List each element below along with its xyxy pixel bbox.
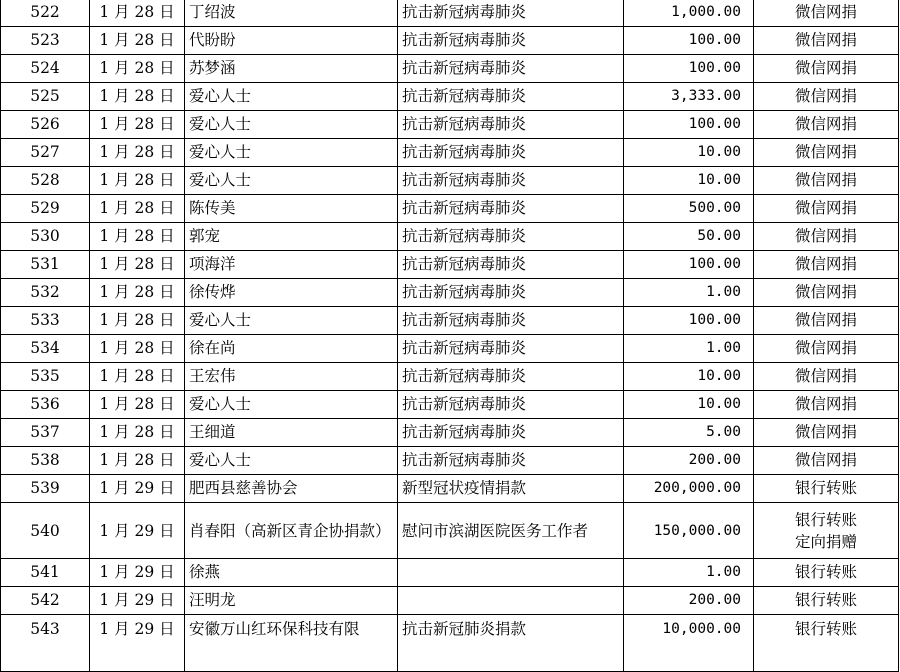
donor-cell: 爱心人士 (185, 111, 398, 139)
purpose-cell: 抗击新冠病毒肺炎 (398, 223, 624, 251)
row-number-cell: 526 (1, 111, 90, 139)
table-row (1, 279, 899, 307)
row-number-cell: 532 (1, 279, 90, 307)
row-number-cell: 533 (1, 307, 90, 335)
amount-cell: 100.00 (624, 307, 754, 335)
donor-cell: 丁绍波 (185, 0, 398, 27)
row-number-cell: 535 (1, 363, 90, 391)
date-cell: 1 月 28 日 (90, 223, 185, 251)
donor-cell: 汪明龙 (185, 587, 398, 615)
row-number-cell: 525 (1, 83, 90, 111)
table-row (1, 111, 899, 139)
method-cell: 微信网捐 (754, 83, 899, 111)
row-number-cell: 527 (1, 139, 90, 167)
purpose-cell: 抗击新冠病毒肺炎 (398, 0, 624, 27)
amount-cell: 200.00 (624, 447, 754, 475)
table-row (1, 55, 899, 83)
donor-cell: 代盼盼 (185, 27, 398, 55)
amount-cell: 1.00 (624, 279, 754, 307)
date-cell: 1 月 28 日 (90, 111, 185, 139)
purpose-cell: 抗击新冠病毒肺炎 (398, 335, 624, 363)
table-row (1, 0, 899, 27)
table-body (1, 0, 899, 672)
purpose-cell (398, 559, 624, 587)
date-cell: 1 月 29 日 (90, 475, 185, 503)
donor-cell: 徐在尚 (185, 335, 398, 363)
row-number-cell: 524 (1, 55, 90, 83)
amount-cell: 10.00 (624, 167, 754, 195)
date-cell: 1 月 29 日 (90, 503, 185, 559)
amount-cell: 10,000.00 (624, 615, 754, 672)
table-row (1, 167, 899, 195)
method-cell: 微信网捐 (754, 27, 899, 55)
amount-cell: 1.00 (624, 335, 754, 363)
date-cell: 1 月 28 日 (90, 447, 185, 475)
donor-cell: 爱心人士 (185, 307, 398, 335)
table-row (1, 307, 899, 335)
purpose-cell: 抗击新冠病毒肺炎 (398, 419, 624, 447)
method-cell: 微信网捐 (754, 55, 899, 83)
purpose-cell: 抗击新冠病毒肺炎 (398, 279, 624, 307)
donor-cell: 爱心人士 (185, 167, 398, 195)
date-cell: 1 月 28 日 (90, 195, 185, 223)
donor-cell: 苏梦涵 (185, 55, 398, 83)
table-row (1, 335, 899, 363)
method-cell: 微信网捐 (754, 307, 899, 335)
amount-cell: 100.00 (624, 27, 754, 55)
date-cell: 1 月 28 日 (90, 307, 185, 335)
row-number-cell: 530 (1, 223, 90, 251)
date-cell: 1 月 28 日 (90, 55, 185, 83)
row-number-cell: 537 (1, 419, 90, 447)
donor-cell: 爱心人士 (185, 139, 398, 167)
date-cell: 1 月 28 日 (90, 251, 185, 279)
table-row (1, 587, 899, 615)
method-cell: 微信网捐 (754, 251, 899, 279)
method-cell: 微信网捐 (754, 223, 899, 251)
table-row (1, 559, 899, 587)
amount-cell: 500.00 (624, 195, 754, 223)
date-cell: 1 月 28 日 (90, 419, 185, 447)
date-cell: 1 月 28 日 (90, 363, 185, 391)
purpose-cell: 抗击新冠病毒肺炎 (398, 447, 624, 475)
row-number-cell: 528 (1, 167, 90, 195)
amount-cell: 100.00 (624, 111, 754, 139)
date-cell: 1 月 28 日 (90, 83, 185, 111)
amount-cell: 10.00 (624, 363, 754, 391)
date-cell: 1 月 28 日 (90, 167, 185, 195)
date-cell: 1 月 29 日 (90, 559, 185, 587)
amount-cell: 200,000.00 (624, 475, 754, 503)
method-cell: 微信网捐 (754, 335, 899, 363)
table-row (1, 475, 899, 503)
donor-cell: 爱心人士 (185, 391, 398, 419)
table-row (1, 83, 899, 111)
row-number-cell: 534 (1, 335, 90, 363)
method-line: 定向捐赠 (794, 532, 857, 551)
method-cell: 微信网捐 (754, 111, 899, 139)
table-row (1, 503, 899, 559)
amount-cell: 3,333.00 (624, 83, 754, 111)
row-number-cell: 541 (1, 559, 90, 587)
table-row (1, 615, 899, 672)
purpose-cell: 抗击新冠病毒肺炎 (398, 363, 624, 391)
purpose-cell: 抗击新冠肺炎捐款 (398, 615, 624, 672)
method-cell: 银行转账 (754, 559, 899, 587)
date-cell: 1 月 29 日 (90, 615, 185, 672)
amount-cell: 10.00 (624, 391, 754, 419)
donor-cell: 王细道 (185, 419, 398, 447)
purpose-cell: 慰问市滨湖医院医务工作者 (398, 503, 624, 559)
table-row (1, 391, 899, 419)
purpose-cell: 抗击新冠病毒肺炎 (398, 55, 624, 83)
row-number-cell: 523 (1, 27, 90, 55)
date-cell: 1 月 28 日 (90, 279, 185, 307)
donor-cell: 爱心人士 (185, 447, 398, 475)
date-cell: 1 月 28 日 (90, 335, 185, 363)
amount-cell: 1.00 (624, 559, 754, 587)
donor-cell: 项海洋 (185, 251, 398, 279)
table-row (1, 447, 899, 475)
row-number-cell: 536 (1, 391, 90, 419)
amount-cell: 200.00 (624, 587, 754, 615)
table-row (1, 251, 899, 279)
method-cell: 微信网捐 (754, 363, 899, 391)
date-cell: 1 月 28 日 (90, 139, 185, 167)
date-cell: 1 月 29 日 (90, 587, 185, 615)
date-cell: 1 月 28 日 (90, 391, 185, 419)
donor-cell: 肥西县慈善协会 (185, 475, 398, 503)
donor-cell: 安徽万山红环保科技有限 (185, 615, 398, 672)
amount-cell: 5.00 (624, 419, 754, 447)
row-number-cell: 529 (1, 195, 90, 223)
method-cell: 微信网捐 (754, 167, 899, 195)
row-number-cell: 538 (1, 447, 90, 475)
donor-cell: 徐传烨 (185, 279, 398, 307)
method-cell (754, 503, 899, 559)
method-cell: 微信网捐 (754, 195, 899, 223)
donor-cell: 郭宠 (185, 223, 398, 251)
method-cell: 微信网捐 (754, 447, 899, 475)
table-row (1, 363, 899, 391)
row-number-cell: 540 (1, 503, 90, 559)
donor-cell: 王宏伟 (185, 363, 398, 391)
donor-cell: 爱心人士 (185, 83, 398, 111)
purpose-cell: 抗击新冠病毒肺炎 (398, 27, 624, 55)
method-cell: 银行转账 (754, 615, 899, 672)
method-cell: 微信网捐 (754, 279, 899, 307)
method-cell: 微信网捐 (754, 391, 899, 419)
donor-cell: 徐燕 (185, 559, 398, 587)
purpose-cell: 抗击新冠病毒肺炎 (398, 251, 624, 279)
purpose-cell: 抗击新冠病毒肺炎 (398, 167, 624, 195)
table-row (1, 419, 899, 447)
method-cell: 微信网捐 (754, 419, 899, 447)
table-row (1, 27, 899, 55)
method-cell: 银行转账 (754, 587, 899, 615)
method-cell: 微信网捐 (754, 139, 899, 167)
row-number-cell: 531 (1, 251, 90, 279)
purpose-cell (398, 587, 624, 615)
amount-cell: 10.00 (624, 139, 754, 167)
table-row (1, 195, 899, 223)
purpose-cell: 抗击新冠病毒肺炎 (398, 195, 624, 223)
amount-cell: 1,000.00 (624, 0, 754, 27)
method-line: 银行转账 (794, 510, 857, 529)
table-row (1, 223, 899, 251)
method-cell: 微信网捐 (754, 0, 899, 27)
purpose-cell: 抗击新冠病毒肺炎 (398, 391, 624, 419)
purpose-cell: 抗击新冠病毒肺炎 (398, 83, 624, 111)
date-cell: 1 月 28 日 (90, 27, 185, 55)
amount-cell: 100.00 (624, 251, 754, 279)
donor-cell: 陈传美 (185, 195, 398, 223)
purpose-cell: 抗击新冠病毒肺炎 (398, 307, 624, 335)
amount-cell: 150,000.00 (624, 503, 754, 559)
donor-cell: 肖春阳（高新区青企协捐款） (185, 503, 398, 559)
purpose-cell: 抗击新冠病毒肺炎 (398, 139, 624, 167)
row-number-cell: 542 (1, 587, 90, 615)
row-number-cell: 543 (1, 615, 90, 672)
purpose-cell: 新型冠状疫情捐款 (398, 475, 624, 503)
amount-cell: 50.00 (624, 223, 754, 251)
row-number-cell: 522 (1, 0, 90, 27)
purpose-cell: 抗击新冠病毒肺炎 (398, 111, 624, 139)
date-cell: 1 月 28 日 (90, 0, 185, 27)
table-row (1, 139, 899, 167)
method-cell: 银行转账 (754, 475, 899, 503)
amount-cell: 100.00 (624, 55, 754, 83)
row-number-cell: 539 (1, 475, 90, 503)
